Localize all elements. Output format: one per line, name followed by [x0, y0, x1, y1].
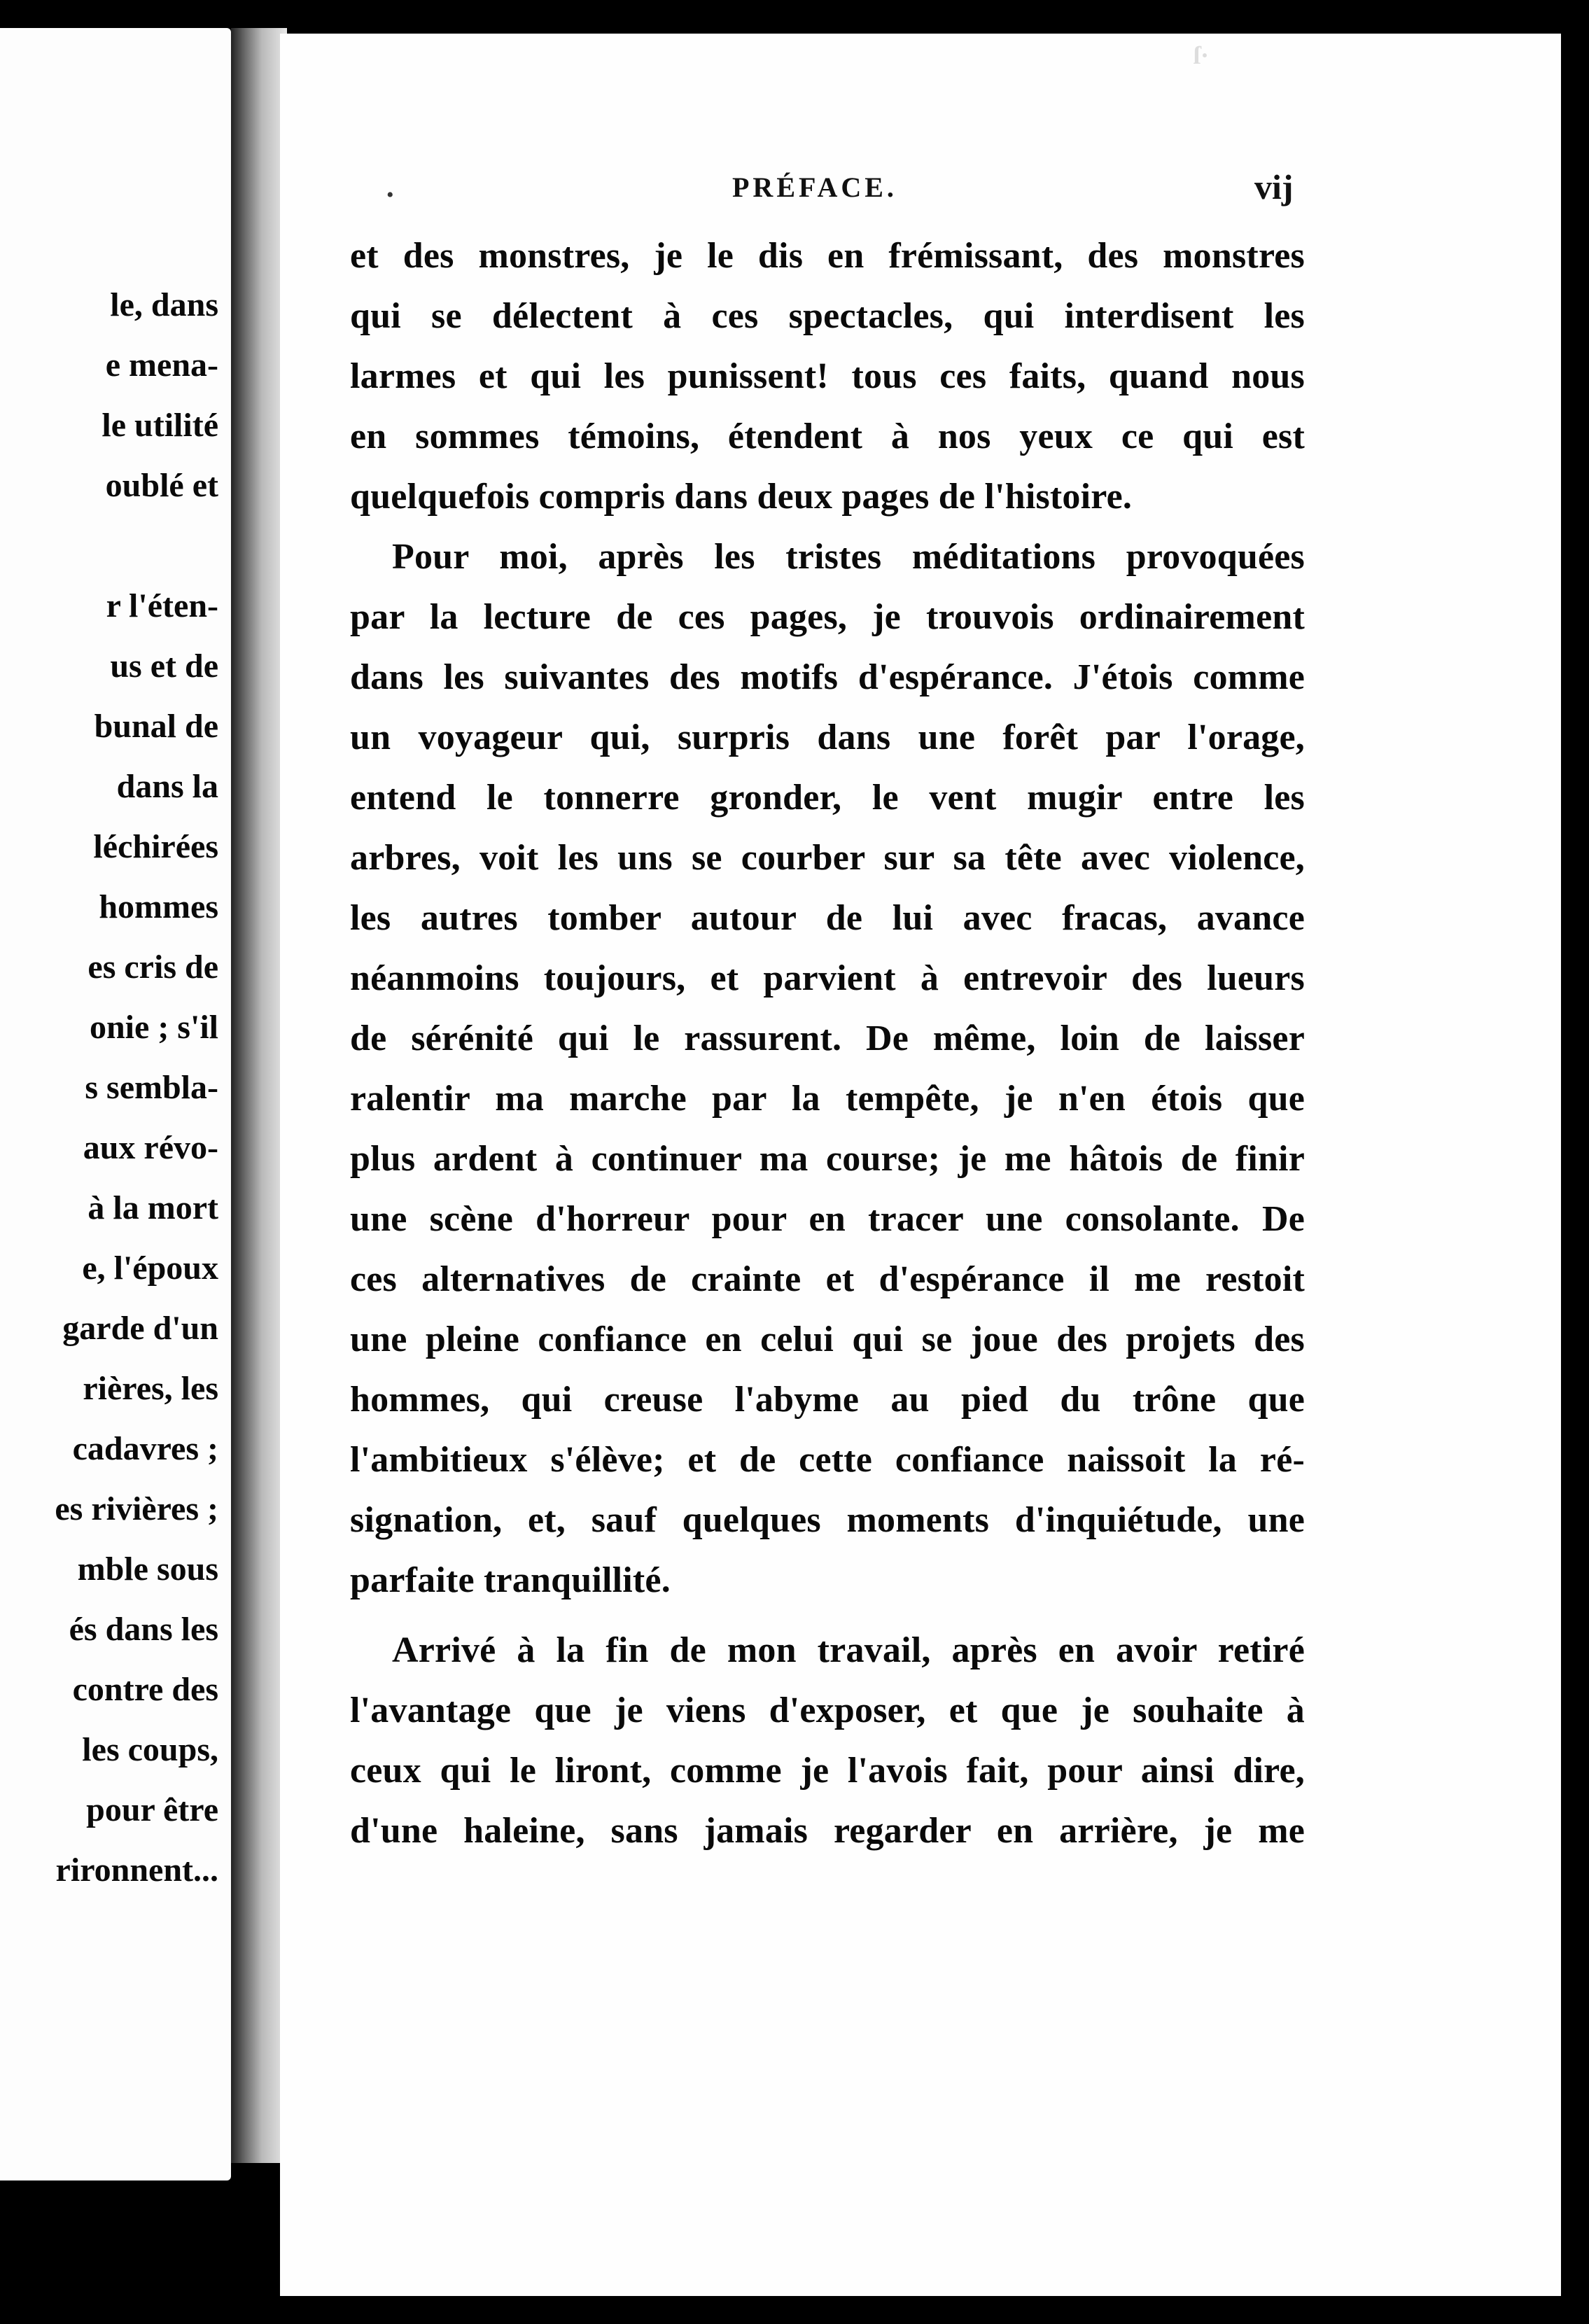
left-page-line: le utilité	[102, 407, 218, 444]
left-page-line: s sembla-	[85, 1069, 218, 1106]
left-page-line: bunal de	[94, 708, 218, 745]
right-page	[280, 34, 1561, 2296]
left-page-line: e mena-	[105, 346, 218, 384]
body-line: entend le tonnerre gronder, le vent mugir entre les	[350, 778, 1305, 818]
body-line: dans les suivantes des motifs d'espérance. J'étois comme	[350, 657, 1305, 697]
left-page-line: us et de	[110, 648, 218, 685]
body-line: qui se délectent à ces spectacles, qui interdisent les	[350, 296, 1305, 336]
body-line: par la lecture de ces pages, je trouvois ordinairement	[350, 597, 1305, 637]
body-line: et des monstres, je le dis en frémissant, des monstres	[350, 236, 1305, 276]
running-title: PRÉFACE.	[732, 172, 897, 203]
left-page-line: léchirées	[93, 828, 218, 865]
page-number: vij	[1254, 167, 1294, 206]
left-page-line: es cris de	[88, 948, 218, 986]
left-page-line: contre des	[72, 1671, 218, 1708]
left-page-line: aux révo-	[83, 1129, 218, 1166]
left-page-line: e, l'époux	[82, 1250, 218, 1287]
body-line: un voyageur qui, surpris dans une forêt par l'orage,	[350, 718, 1305, 757]
body-line: quelquefois compris dans deux pages de l'histoire.	[350, 477, 1133, 517]
left-page-line: les coups,	[82, 1731, 218, 1768]
left-page-line: pour être	[86, 1791, 218, 1828]
left-page-line: garde d'un	[62, 1310, 218, 1347]
left-page-line: dans la	[116, 768, 218, 805]
body-line: ces alternatives de crainte et d'espérance il me restoit	[350, 1259, 1305, 1299]
body-line: hommes, qui creuse l'abyme au pied du trône que	[350, 1380, 1305, 1420]
left-page-line: r l'éten-	[106, 587, 218, 624]
body-line: une scène d'horreur pour en tracer une consolante. De	[350, 1199, 1305, 1239]
body-line: l'ambitieux s'élève; et de cette confiance naissoit la ré-	[350, 1440, 1305, 1480]
running-head	[280, 167, 1561, 213]
left-page-line: oublé et	[105, 467, 218, 504]
body-line: larmes et qui les punissent! tous ces faits, quand nous	[350, 356, 1305, 396]
left-page-line: és dans les	[69, 1611, 218, 1648]
body-line: arbres, voit les uns se courber sur sa tête avec violence,	[350, 838, 1305, 878]
left-page-line: rières, les	[83, 1370, 218, 1407]
body-line: Pour moi, après les tristes méditations provoquées	[392, 537, 1305, 577]
body-line: ralentir ma marche par la tempête, je n'en étois que	[350, 1079, 1305, 1119]
left-page-line: rironnent...	[55, 1851, 218, 1889]
head-dot: •	[386, 183, 394, 206]
left-page-line: le, dans	[110, 286, 218, 323]
body-line: les autres tomber autour de lui avec fracas, avance	[350, 898, 1305, 938]
body-line: ceux qui le liront, comme je l'avois fait, pour ainsi dire,	[350, 1751, 1305, 1791]
body-line: une pleine confiance en celui qui se joue des projets des	[350, 1320, 1305, 1359]
left-page-line: à la mort	[88, 1189, 218, 1226]
body-line: Arrivé à la fin de mon travail, après en avoir retiré	[392, 1630, 1305, 1670]
scan-mark: ſ·	[1194, 41, 1210, 69]
body-line: d'une haleine, sans jamais regarder en arrière, je me	[350, 1811, 1305, 1851]
page-gutter-shadow	[231, 28, 287, 2163]
body-line: parfaite tranquillité.	[350, 1560, 671, 1600]
left-page	[0, 28, 231, 2180]
left-page-line: es rivières ;	[55, 1490, 218, 1527]
body-line: néanmoins toujours, et parvient à entrevoir des lueurs	[350, 958, 1305, 998]
left-page-line: cadavres ;	[72, 1430, 218, 1467]
body-line: de sérénité qui le rassurent. De même, loin de laisser	[350, 1018, 1305, 1058]
left-page-line: hommes	[99, 888, 218, 925]
left-page-line: onie ; s'il	[89, 1009, 218, 1046]
body-line: en sommes témoins, étendent à nos yeux ce qui est	[350, 416, 1305, 456]
body-line: plus ardent à continuer ma course; je me hâtois de finir	[350, 1139, 1305, 1179]
body-line: signation, et, sauf quelques moments d'inquiétude, une	[350, 1500, 1305, 1540]
left-page-line: mble sous	[77, 1550, 218, 1588]
body-line: l'avantage que je viens d'exposer, et que je souhaite à	[350, 1690, 1305, 1730]
